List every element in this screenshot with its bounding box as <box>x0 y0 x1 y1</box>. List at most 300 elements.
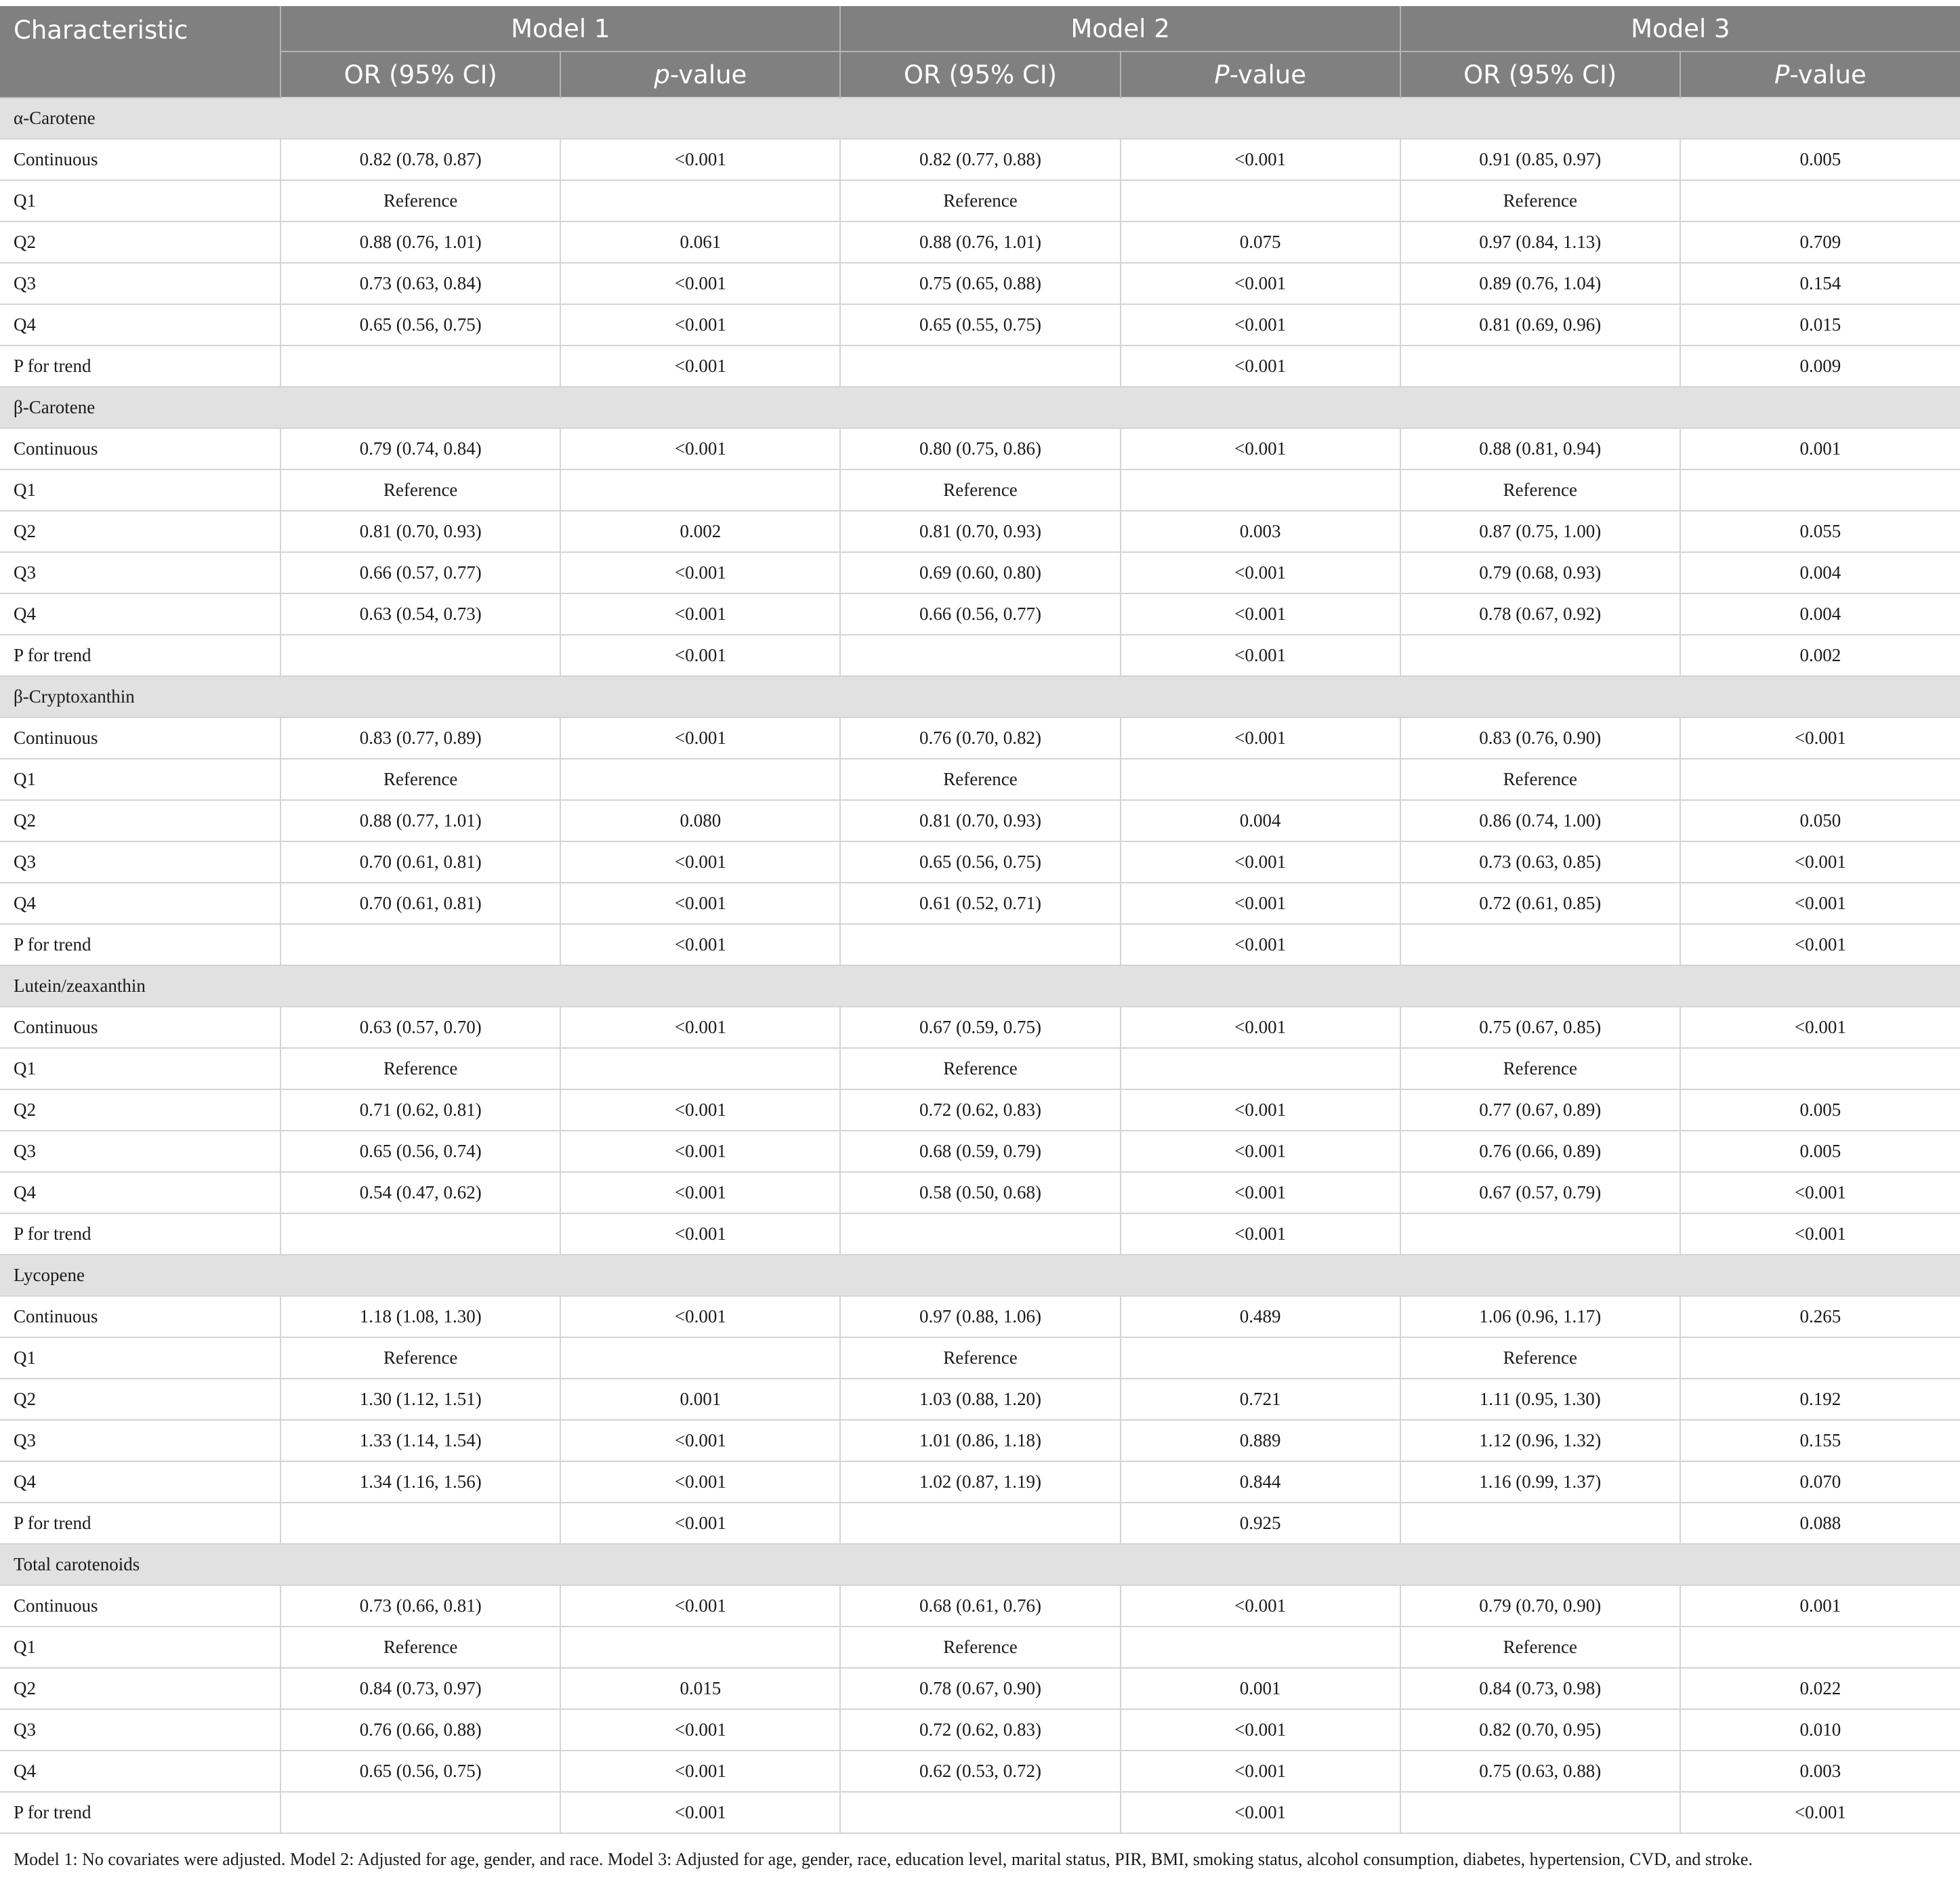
row-label: Q2 <box>0 1668 280 1709</box>
pvalue-cell <box>560 180 840 222</box>
or-cell: Reference <box>280 1048 560 1089</box>
pvalue-cell: 0.022 <box>1680 1668 1960 1709</box>
header-pvalue-model-1 <box>560 51 840 98</box>
table-row <box>0 511 1960 552</box>
pvalue-cell <box>560 759 840 800</box>
table-row <box>0 304 1960 346</box>
or-cell: 0.75 (0.63, 0.88) <box>1400 1751 1680 1792</box>
or-cell: 1.33 (1.14, 1.54) <box>280 1420 560 1461</box>
table-row <box>0 180 1960 222</box>
pvalue-cell <box>1121 1627 1400 1668</box>
pvalue-cell: 0.002 <box>1680 635 1960 676</box>
group-row <box>0 1544 1960 1585</box>
pvalue-cell: <0.001 <box>1121 263 1400 304</box>
or-cell: 0.79 (0.70, 0.90) <box>1400 1585 1680 1627</box>
table-row <box>0 1709 1960 1751</box>
or-cell: Reference <box>280 180 560 222</box>
header-pvalue-model-2 <box>1121 51 1400 98</box>
or-cell: 0.88 (0.81, 0.94) <box>1400 428 1680 469</box>
table-row <box>0 1627 1960 1668</box>
pvalue-cell: 0.050 <box>1680 800 1960 841</box>
pvalue-cell: <0.001 <box>560 841 840 883</box>
group-title: α-Carotene <box>0 98 1960 139</box>
pvalue-cell <box>1121 759 1400 800</box>
pvalue-cell: <0.001 <box>560 428 840 469</box>
or-cell <box>1400 924 1680 965</box>
or-cell: Reference <box>840 1048 1120 1089</box>
or-cell: 0.76 (0.66, 0.88) <box>280 1709 560 1751</box>
or-cell <box>280 924 560 965</box>
row-label: Q2 <box>0 511 280 552</box>
or-cell <box>840 635 1120 676</box>
group-title: Lycopene <box>0 1255 1960 1296</box>
pvalue-cell <box>560 469 840 511</box>
pvalue-cell: 0.001 <box>560 1379 840 1420</box>
header-or-model-3: OR (95% CI) <box>1400 51 1680 98</box>
pvalue-cell: <0.001 <box>1121 1585 1400 1627</box>
table-row <box>0 759 1960 800</box>
pvalue-cell <box>1680 1337 1960 1379</box>
table-row <box>0 1751 1960 1792</box>
table-row <box>0 717 1960 759</box>
or-cell: 0.65 (0.56, 0.74) <box>280 1131 560 1172</box>
pvalue-cell: 0.075 <box>1121 222 1400 263</box>
pvalue-cell: <0.001 <box>1680 1007 1960 1048</box>
row-label: Q1 <box>0 759 280 800</box>
pvalue-cell: 0.003 <box>1121 511 1400 552</box>
table-row <box>0 924 1960 965</box>
table-row <box>0 1461 1960 1503</box>
or-cell: Reference <box>840 1337 1120 1379</box>
or-cell: Reference <box>840 180 1120 222</box>
or-cell: 1.06 (0.96, 1.17) <box>1400 1296 1680 1337</box>
pvalue-cell: <0.001 <box>560 1131 840 1172</box>
pvalue-cell: 0.015 <box>1680 304 1960 346</box>
or-cell: 0.77 (0.67, 0.89) <box>1400 1089 1680 1131</box>
pvalue-cell: <0.001 <box>1680 924 1960 965</box>
table-row <box>0 800 1960 841</box>
row-label: P for trend <box>0 1213 280 1255</box>
table-row <box>0 593 1960 635</box>
or-cell: 0.81 (0.69, 0.96) <box>1400 304 1680 346</box>
row-label: Q3 <box>0 841 280 883</box>
pvalue-cell: 0.889 <box>1121 1420 1400 1461</box>
or-cell: Reference <box>840 469 1120 511</box>
pvalue-cell: <0.001 <box>560 1007 840 1048</box>
pvalue-cell: 0.002 <box>560 511 840 552</box>
pvalue-cell: 0.925 <box>1121 1503 1400 1544</box>
row-label: Continuous <box>0 139 280 180</box>
table-row <box>0 139 1960 180</box>
row-label: P for trend <box>0 346 280 387</box>
pvalue-prefix: P <box>1214 60 1230 89</box>
pvalue-cell: 0.080 <box>560 800 840 841</box>
table-row <box>0 263 1960 304</box>
pvalue-cell: <0.001 <box>1121 841 1400 883</box>
pvalue-cell: <0.001 <box>1121 1172 1400 1213</box>
pvalue-cell: <0.001 <box>560 1213 840 1255</box>
or-cell: Reference <box>280 1337 560 1379</box>
or-cell <box>280 1213 560 1255</box>
or-cell: 0.83 (0.77, 0.89) <box>280 717 560 759</box>
or-cell: 0.68 (0.59, 0.79) <box>840 1131 1120 1172</box>
pvalue-cell: 0.015 <box>560 1668 840 1709</box>
pvalue-cell: 0.001 <box>1121 1668 1400 1709</box>
pvalue-cell: <0.001 <box>560 346 840 387</box>
pvalue-cell: 0.005 <box>1680 1131 1960 1172</box>
or-cell: 1.02 (0.87, 1.19) <box>840 1461 1120 1503</box>
or-cell: 0.66 (0.57, 0.77) <box>280 552 560 593</box>
row-label: P for trend <box>0 924 280 965</box>
pvalue-cell: 0.055 <box>1680 511 1960 552</box>
or-cell: 0.81 (0.70, 0.93) <box>840 800 1120 841</box>
group-row <box>0 387 1960 428</box>
or-cell: 0.75 (0.65, 0.88) <box>840 263 1120 304</box>
or-cell: Reference <box>840 1627 1120 1668</box>
row-label: P for trend <box>0 635 280 676</box>
pvalue-cell: <0.001 <box>560 1461 840 1503</box>
table-row <box>0 1792 1960 1833</box>
pvalue-cell: 0.192 <box>1680 1379 1960 1420</box>
pvalue-cell: <0.001 <box>1121 552 1400 593</box>
or-cell: 1.03 (0.88, 1.20) <box>840 1379 1120 1420</box>
or-cell: 1.01 (0.86, 1.18) <box>840 1420 1120 1461</box>
pvalue-cell: <0.001 <box>560 717 840 759</box>
or-cell: 0.54 (0.47, 0.62) <box>280 1172 560 1213</box>
pvalue-cell <box>560 1337 840 1379</box>
pvalue-cell: <0.001 <box>1680 841 1960 883</box>
table-row <box>0 1089 1960 1131</box>
table-body <box>0 98 1960 1833</box>
or-cell <box>1400 635 1680 676</box>
or-cell: 0.67 (0.57, 0.79) <box>1400 1172 1680 1213</box>
pvalue-cell: 0.004 <box>1680 593 1960 635</box>
pvalue-cell: 0.070 <box>1680 1461 1960 1503</box>
or-cell: 0.61 (0.52, 0.71) <box>840 883 1120 924</box>
results-table <box>0 6 1960 1834</box>
table-row <box>0 1668 1960 1709</box>
header-model-3: Model 3 <box>1400 6 1960 51</box>
row-label: P for trend <box>0 1792 280 1833</box>
pvalue-suffix: -value <box>1789 60 1867 89</box>
pvalue-cell <box>1680 1048 1960 1089</box>
or-cell: 0.65 (0.55, 0.75) <box>840 304 1120 346</box>
or-cell: Reference <box>1400 759 1680 800</box>
row-label: Q2 <box>0 1379 280 1420</box>
or-cell: 0.65 (0.56, 0.75) <box>280 1751 560 1792</box>
header-pvalue-model-3 <box>1680 51 1960 98</box>
table-row <box>0 1048 1960 1089</box>
table-row <box>0 346 1960 387</box>
header-characteristic: Characteristic <box>0 6 280 98</box>
pvalue-cell <box>1121 1048 1400 1089</box>
table-row <box>0 1172 1960 1213</box>
table-row <box>0 1420 1960 1461</box>
pvalue-cell <box>1121 1337 1400 1379</box>
or-cell: 0.97 (0.88, 1.06) <box>840 1296 1120 1337</box>
pvalue-cell: <0.001 <box>1121 1792 1400 1833</box>
pvalue-cell: <0.001 <box>1680 1172 1960 1213</box>
or-cell <box>280 635 560 676</box>
or-cell: 0.73 (0.63, 0.85) <box>1400 841 1680 883</box>
row-label: Q4 <box>0 1751 280 1792</box>
pvalue-cell: <0.001 <box>1680 1213 1960 1255</box>
row-label: Q1 <box>0 1337 280 1379</box>
pvalue-cell: <0.001 <box>560 1585 840 1627</box>
pvalue-suffix: -value <box>1229 60 1306 89</box>
pvalue-cell: 0.010 <box>1680 1709 1960 1751</box>
or-cell: 0.70 (0.61, 0.81) <box>280 883 560 924</box>
table-footnote: Model 1: No covariates were adjusted. Model 2: Adjusted for age, gender, and race. Model 3: Adjusted for age, gender, race, education level, marital status, PIR, BMI, smoking status, alcohol consumption, diabetes, hypertension, CVD, and stroke. <box>14 1849 1753 1869</box>
header-or-model-2: OR (95% CI) <box>840 51 1120 98</box>
or-cell: 0.62 (0.53, 0.72) <box>840 1751 1120 1792</box>
or-cell <box>840 1792 1120 1833</box>
or-cell: 0.88 (0.76, 1.01) <box>840 222 1120 263</box>
or-cell: 0.73 (0.66, 0.81) <box>280 1585 560 1627</box>
row-label: P for trend <box>0 1503 280 1544</box>
header-row-metrics <box>0 51 1960 98</box>
row-label: Q1 <box>0 1048 280 1089</box>
pvalue-cell: <0.001 <box>1121 883 1400 924</box>
row-label: Q1 <box>0 469 280 511</box>
table-row <box>0 841 1960 883</box>
row-label: Q1 <box>0 180 280 222</box>
pvalue-cell: <0.001 <box>560 1089 840 1131</box>
row-label: Q2 <box>0 800 280 841</box>
pvalue-cell: <0.001 <box>1121 428 1400 469</box>
pvalue-cell: <0.001 <box>1121 139 1400 180</box>
pvalue-cell: <0.001 <box>1121 924 1400 965</box>
pvalue-cell: <0.001 <box>560 263 840 304</box>
or-cell: 0.97 (0.84, 1.13) <box>1400 222 1680 263</box>
row-label: Q4 <box>0 1461 280 1503</box>
pvalue-cell: <0.001 <box>1121 1751 1400 1792</box>
pvalue-cell: <0.001 <box>1121 1089 1400 1131</box>
pvalue-cell: 0.005 <box>1680 139 1960 180</box>
pvalue-cell: 0.004 <box>1680 552 1960 593</box>
or-cell: Reference <box>1400 469 1680 511</box>
or-cell: 0.91 (0.85, 0.97) <box>1400 139 1680 180</box>
or-cell: 0.80 (0.75, 0.86) <box>840 428 1120 469</box>
row-label: Q2 <box>0 222 280 263</box>
pvalue-cell: <0.001 <box>560 1420 840 1461</box>
row-label: Q3 <box>0 1709 280 1751</box>
or-cell: 0.72 (0.61, 0.85) <box>1400 883 1680 924</box>
pvalue-cell <box>1121 180 1400 222</box>
group-title: β-Carotene <box>0 387 1960 428</box>
or-cell: 0.72 (0.62, 0.83) <box>840 1089 1120 1131</box>
or-cell: 1.12 (0.96, 1.32) <box>1400 1420 1680 1461</box>
or-cell: 0.84 (0.73, 0.97) <box>280 1668 560 1709</box>
pvalue-cell: <0.001 <box>560 1751 840 1792</box>
or-cell: 0.70 (0.61, 0.81) <box>280 841 560 883</box>
or-cell: 0.81 (0.70, 0.93) <box>840 511 1120 552</box>
or-cell: 0.63 (0.54, 0.73) <box>280 593 560 635</box>
pvalue-cell: 0.004 <box>1121 800 1400 841</box>
pvalue-cell: <0.001 <box>560 593 840 635</box>
or-cell: Reference <box>280 469 560 511</box>
or-cell: 0.87 (0.75, 1.00) <box>1400 511 1680 552</box>
pvalue-cell: <0.001 <box>1680 717 1960 759</box>
pvalue-cell: <0.001 <box>1121 1709 1400 1751</box>
pvalue-cell: <0.001 <box>560 924 840 965</box>
or-cell <box>840 924 1120 965</box>
or-cell: 0.63 (0.57, 0.70) <box>280 1007 560 1048</box>
row-label: Q2 <box>0 1089 280 1131</box>
table-row <box>0 635 1960 676</box>
row-label: Q3 <box>0 263 280 304</box>
row-label: Q4 <box>0 883 280 924</box>
or-cell: 1.16 (0.99, 1.37) <box>1400 1461 1680 1503</box>
or-cell: 0.58 (0.50, 0.68) <box>840 1172 1120 1213</box>
or-cell: 0.82 (0.77, 0.88) <box>840 139 1120 180</box>
pvalue-cell <box>560 1048 840 1089</box>
pvalue-cell: <0.001 <box>1121 1131 1400 1172</box>
table-row <box>0 428 1960 469</box>
group-title: β-Cryptoxanthin <box>0 676 1960 717</box>
or-cell: 0.84 (0.73, 0.98) <box>1400 1668 1680 1709</box>
row-label: Continuous <box>0 1585 280 1627</box>
pvalue-cell <box>1680 180 1960 222</box>
pvalue-cell: <0.001 <box>560 1296 840 1337</box>
header-model-1: Model 1 <box>280 6 840 51</box>
pvalue-cell: 0.005 <box>1680 1089 1960 1131</box>
table-row <box>0 222 1960 263</box>
pvalue-cell: 0.009 <box>1680 346 1960 387</box>
or-cell: 0.65 (0.56, 0.75) <box>840 841 1120 883</box>
row-label: Q3 <box>0 552 280 593</box>
or-cell <box>280 346 560 387</box>
pvalue-cell: <0.001 <box>1121 1213 1400 1255</box>
table-header <box>0 6 1960 98</box>
or-cell <box>840 1213 1120 1255</box>
pvalue-cell: <0.001 <box>560 1709 840 1751</box>
or-cell: 0.75 (0.67, 0.85) <box>1400 1007 1680 1048</box>
pvalue-cell: <0.001 <box>1121 1007 1400 1048</box>
or-cell: 0.66 (0.56, 0.77) <box>840 593 1120 635</box>
pvalue-cell: <0.001 <box>1121 593 1400 635</box>
pvalue-cell: 0.061 <box>560 222 840 263</box>
group-title: Total carotenoids <box>0 1544 1960 1585</box>
or-cell: 1.11 (0.95, 1.30) <box>1400 1379 1680 1420</box>
row-label: Q4 <box>0 593 280 635</box>
or-cell: 0.72 (0.62, 0.83) <box>840 1709 1120 1751</box>
pvalue-cell <box>1121 469 1400 511</box>
pvalue-cell: <0.001 <box>560 635 840 676</box>
pvalue-cell: <0.001 <box>560 1503 840 1544</box>
or-cell: 0.88 (0.77, 1.01) <box>280 800 560 841</box>
or-cell: Reference <box>280 759 560 800</box>
pvalue-cell: 0.155 <box>1680 1420 1960 1461</box>
pvalue-cell: 0.001 <box>1680 428 1960 469</box>
group-row <box>0 1255 1960 1296</box>
pvalue-cell: <0.001 <box>1121 346 1400 387</box>
or-cell <box>840 1503 1120 1544</box>
pvalue-cell <box>1680 469 1960 511</box>
or-cell <box>280 1503 560 1544</box>
or-cell: 0.69 (0.60, 0.80) <box>840 552 1120 593</box>
pvalue-cell: 0.709 <box>1680 222 1960 263</box>
pvalue-cell: <0.001 <box>560 883 840 924</box>
pvalue-prefix: P <box>1774 60 1790 89</box>
or-cell: 0.65 (0.56, 0.75) <box>280 304 560 346</box>
or-cell: Reference <box>1400 1337 1680 1379</box>
or-cell: 0.79 (0.74, 0.84) <box>280 428 560 469</box>
or-cell: 0.82 (0.70, 0.95) <box>1400 1709 1680 1751</box>
pvalue-cell: 0.001 <box>1680 1585 1960 1627</box>
row-label: Q4 <box>0 1172 280 1213</box>
or-cell: 1.30 (1.12, 1.51) <box>280 1379 560 1420</box>
table-row <box>0 1585 1960 1627</box>
or-cell <box>1400 346 1680 387</box>
or-cell <box>840 346 1120 387</box>
or-cell <box>1400 1213 1680 1255</box>
or-cell: 0.82 (0.78, 0.87) <box>280 139 560 180</box>
table-row <box>0 1131 1960 1172</box>
or-cell: 0.78 (0.67, 0.90) <box>840 1668 1120 1709</box>
pvalue-cell: 0.721 <box>1121 1379 1400 1420</box>
pvalue-cell: <0.001 <box>560 1792 840 1833</box>
row-label: Q4 <box>0 304 280 346</box>
row-label: Continuous <box>0 1296 280 1337</box>
group-row <box>0 98 1960 139</box>
row-label: Continuous <box>0 717 280 759</box>
header-row-models <box>0 6 1960 51</box>
pvalue-cell: <0.001 <box>560 304 840 346</box>
group-title: Lutein/zeaxanthin <box>0 965 1960 1007</box>
or-cell <box>280 1792 560 1833</box>
pvalue-cell: <0.001 <box>1121 717 1400 759</box>
pvalue-cell: <0.001 <box>1680 1792 1960 1833</box>
or-cell: 0.68 (0.61, 0.76) <box>840 1585 1120 1627</box>
table-row <box>0 552 1960 593</box>
or-cell: Reference <box>1400 180 1680 222</box>
or-cell: Reference <box>1400 1048 1680 1089</box>
pvalue-cell: <0.001 <box>1121 635 1400 676</box>
pvalue-cell: <0.001 <box>560 139 840 180</box>
or-cell: 0.81 (0.70, 0.93) <box>280 511 560 552</box>
or-cell: Reference <box>840 759 1120 800</box>
or-cell: Reference <box>1400 1627 1680 1668</box>
table-row <box>0 883 1960 924</box>
pvalue-cell: 0.003 <box>1680 1751 1960 1792</box>
pvalue-suffix: -value <box>669 60 747 89</box>
pvalue-cell: <0.001 <box>560 1172 840 1213</box>
or-cell <box>1400 1503 1680 1544</box>
group-row <box>0 676 1960 717</box>
row-label: Q3 <box>0 1420 280 1461</box>
or-cell: 0.78 (0.67, 0.92) <box>1400 593 1680 635</box>
pvalue-cell <box>1680 759 1960 800</box>
or-cell: 0.71 (0.62, 0.81) <box>280 1089 560 1131</box>
table-row <box>0 469 1960 511</box>
or-cell: 1.18 (1.08, 1.30) <box>280 1296 560 1337</box>
pvalue-cell: 0.154 <box>1680 263 1960 304</box>
table-row <box>0 1503 1960 1544</box>
or-cell: 0.89 (0.76, 1.04) <box>1400 263 1680 304</box>
or-cell: 0.73 (0.63, 0.84) <box>280 263 560 304</box>
or-cell: 0.76 (0.66, 0.89) <box>1400 1131 1680 1172</box>
or-cell: 0.79 (0.68, 0.93) <box>1400 552 1680 593</box>
table-row <box>0 1007 1960 1048</box>
row-label: Q1 <box>0 1627 280 1668</box>
or-cell: Reference <box>280 1627 560 1668</box>
table-row <box>0 1379 1960 1420</box>
pvalue-cell: <0.001 <box>560 552 840 593</box>
table-row <box>0 1296 1960 1337</box>
or-cell: 0.76 (0.70, 0.82) <box>840 717 1120 759</box>
pvalue-cell: <0.001 <box>1121 304 1400 346</box>
